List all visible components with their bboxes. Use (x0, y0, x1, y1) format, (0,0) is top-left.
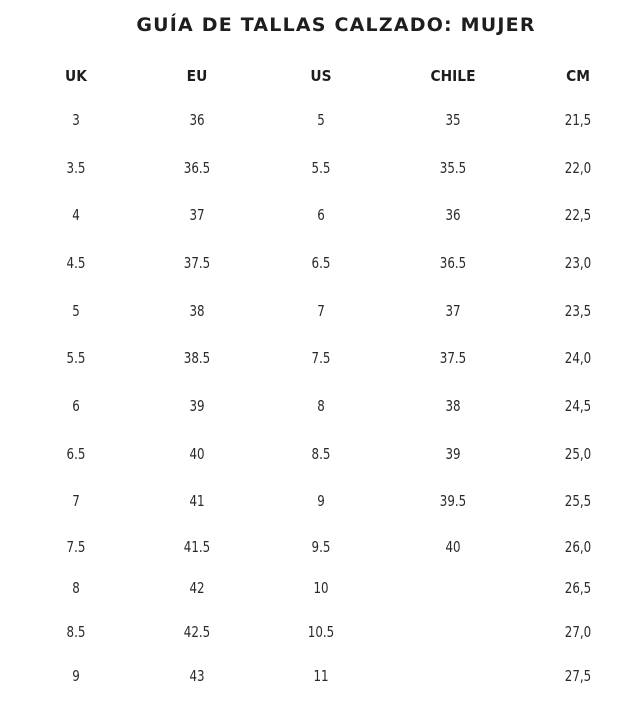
table-cell-us: 5.5 (311, 159, 331, 177)
table-cell-chile: 36 (445, 206, 461, 224)
table-cell-chile: 35 (445, 111, 461, 129)
table-cell-us: 8.5 (311, 445, 331, 463)
column-header-us: US (310, 67, 332, 85)
table-cell-chile: 35.5 (439, 159, 467, 177)
table-cell-us: 5 (317, 111, 325, 129)
table-cell-us: 9.5 (311, 538, 331, 556)
table-cell-uk: 7.5 (66, 538, 86, 556)
table-cell-eu: 42 (189, 579, 205, 597)
table-cell-cm: 22,5 (564, 206, 592, 224)
table-cell-eu: 43 (189, 667, 205, 685)
table-cell-uk: 3.5 (66, 159, 86, 177)
table-cell-cm: 23,5 (564, 302, 592, 320)
table-cell-us: 6 (317, 206, 325, 224)
table-cell-eu: 36.5 (183, 159, 211, 177)
table-cell-cm: 22,0 (564, 159, 592, 177)
table-cell-chile: 39.5 (439, 492, 467, 510)
table-cell-cm: 27,0 (564, 623, 592, 641)
table-cell-us: 10.5 (307, 623, 335, 641)
page-title: GUÍA DE TALLAS CALZADO: MUJER (136, 14, 536, 36)
table-cell-uk: 8 (72, 579, 80, 597)
table-cell-cm: 23,0 (564, 254, 592, 272)
table-cell-eu: 37 (189, 206, 205, 224)
column-header-chile: CHILE (430, 67, 476, 85)
table-cell-eu: 38.5 (183, 349, 211, 367)
table-cell-cm: 27,5 (564, 667, 592, 685)
table-cell-us: 9 (317, 492, 325, 510)
table-cell-us: 10 (313, 579, 329, 597)
table-cell-us: 7.5 (311, 349, 331, 367)
table-cell-uk: 8.5 (66, 623, 86, 641)
table-cell-uk: 4.5 (66, 254, 86, 272)
table-cell-eu: 38 (189, 302, 205, 320)
column-header-cm: CM (566, 67, 590, 85)
table-cell-cm: 26,5 (564, 579, 592, 597)
table-cell-chile: 37.5 (439, 349, 467, 367)
table-cell-uk: 5.5 (66, 349, 86, 367)
table-cell-eu: 41.5 (183, 538, 211, 556)
table-cell-uk: 5 (72, 302, 80, 320)
table-cell-uk: 6 (72, 397, 80, 415)
table-cell-uk: 4 (72, 206, 80, 224)
table-cell-cm: 24,0 (564, 349, 592, 367)
table-cell-us: 8 (317, 397, 325, 415)
column-header-eu: EU (186, 67, 208, 85)
table-cell-cm: 25,5 (564, 492, 592, 510)
table-cell-us: 7 (317, 302, 325, 320)
table-cell-chile: 39 (445, 445, 461, 463)
table-cell-cm: 24,5 (564, 397, 592, 415)
table-cell-eu: 40 (189, 445, 205, 463)
table-cell-us: 11 (313, 667, 329, 685)
table-cell-eu: 37.5 (183, 254, 211, 272)
table-cell-uk: 3 (72, 111, 80, 129)
table-cell-chile: 40 (445, 538, 461, 556)
table-cell-uk: 9 (72, 667, 80, 685)
table-cell-chile: 37 (445, 302, 461, 320)
table-cell-eu: 39 (189, 397, 205, 415)
table-cell-cm: 21,5 (564, 111, 592, 129)
table-cell-eu: 41 (189, 492, 205, 510)
table-cell-chile: 38 (445, 397, 461, 415)
table-cell-uk: 6.5 (66, 445, 86, 463)
table-cell-chile: 36.5 (439, 254, 467, 272)
table-cell-us: 6.5 (311, 254, 331, 272)
table-cell-uk: 7 (72, 492, 80, 510)
table-cell-cm: 25,0 (564, 445, 592, 463)
table-cell-eu: 36 (189, 111, 205, 129)
table-cell-cm: 26,0 (564, 538, 592, 556)
table-cell-eu: 42.5 (183, 623, 211, 641)
column-header-uk: UK (65, 67, 87, 85)
